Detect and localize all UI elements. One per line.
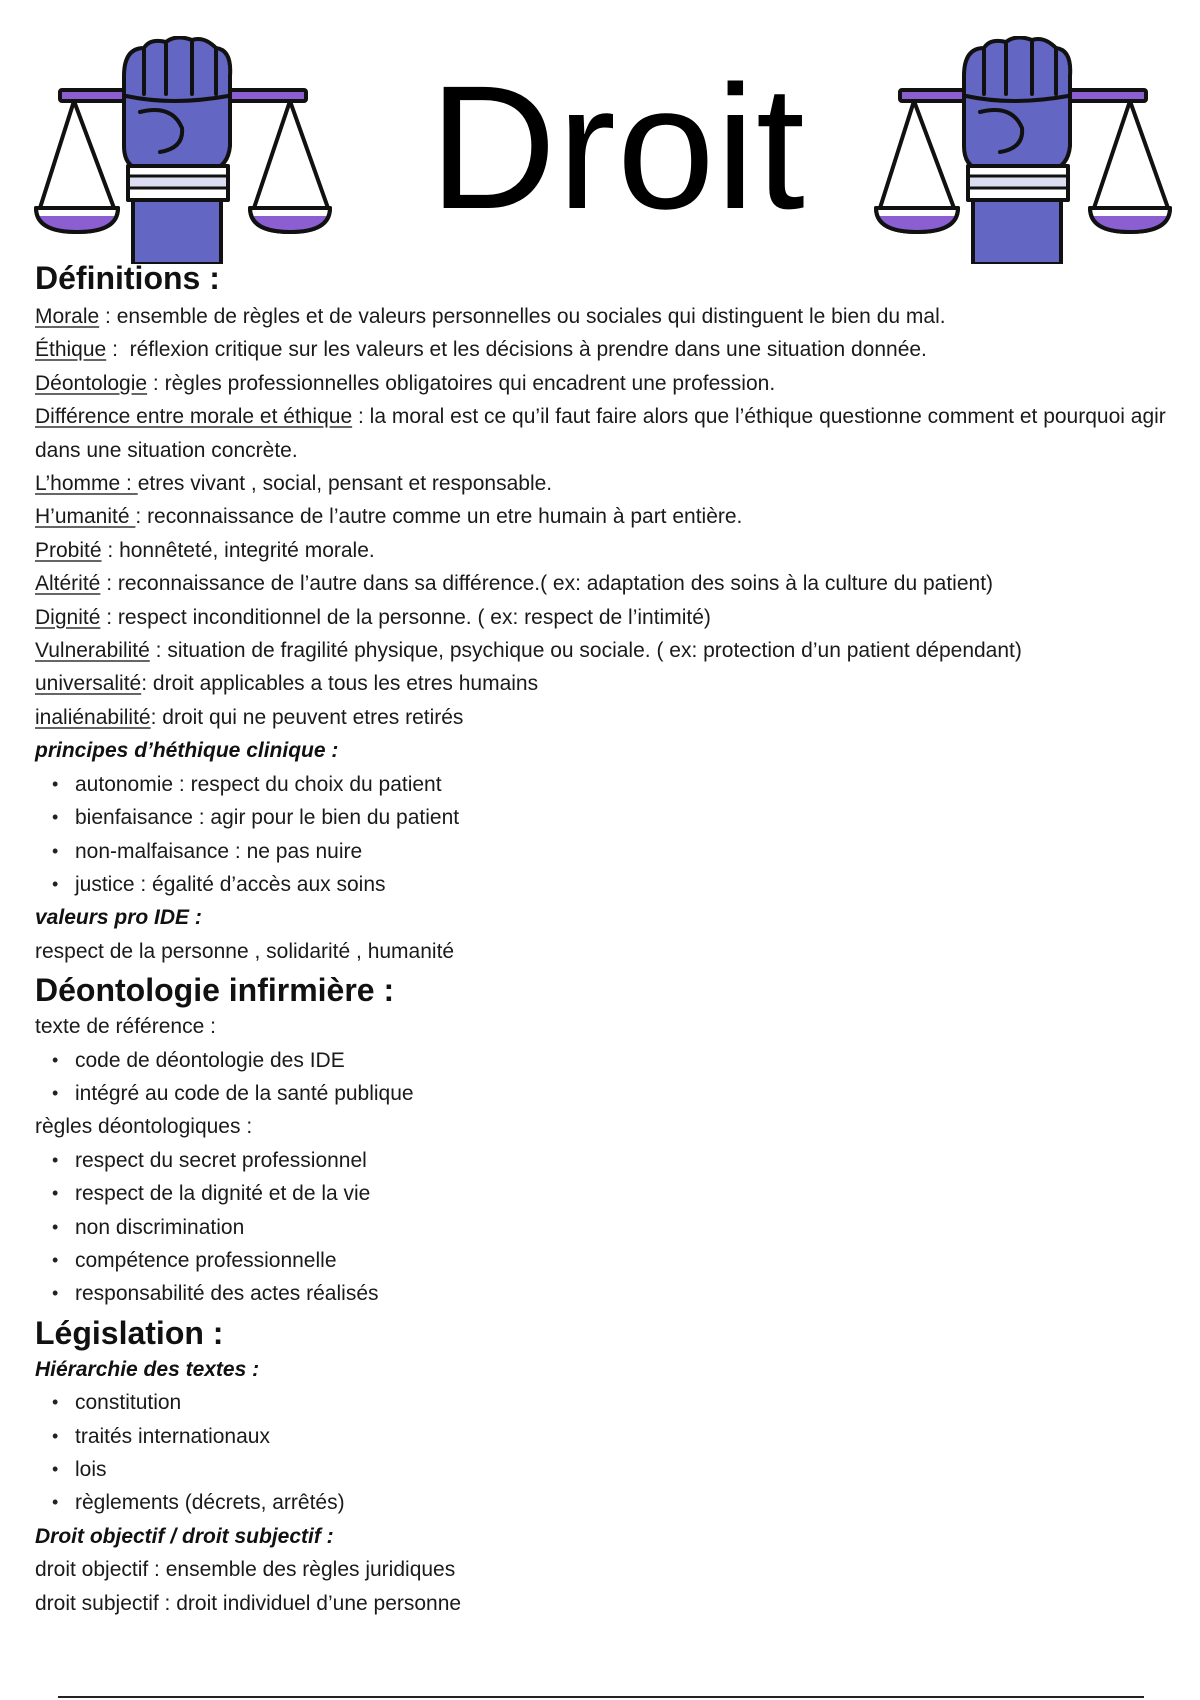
definition-term: Éthique xyxy=(35,338,107,362)
principles-heading: principes d’héthique clinique : xyxy=(35,739,339,763)
definitions-heading: Définitions : xyxy=(35,260,220,296)
principle-item: • non-malfaisance : ne pas nuire xyxy=(35,835,1175,868)
hierarchy-item: • traités internationaux xyxy=(35,1420,1175,1453)
definitions-list xyxy=(35,300,1175,734)
definition-separator: : xyxy=(101,538,120,562)
definition-text: droit qui ne peuvent etres retirés xyxy=(162,705,464,729)
definition-term: Déontologie xyxy=(35,371,148,395)
droit-subjectif: droit subjectif : droit individuel d’une personne xyxy=(35,1591,462,1615)
definition-term: L’homme : xyxy=(35,472,138,496)
bottom-divider xyxy=(58,1696,1144,1698)
definition-text: règles professionnelles obligatoires qui encadrent une profession. xyxy=(164,371,776,395)
values-heading: valeurs pro IDE : xyxy=(35,906,202,930)
principle-item: • justice : égalité d’accès aux soins xyxy=(35,868,1175,901)
definition-term: inaliénabilité xyxy=(35,705,151,729)
rule-item: • compétence professionnelle xyxy=(35,1244,1175,1277)
definition-text: situation de fragilité physique, psychique ou sociale. ( ex: protection d’un patient dépendant) xyxy=(167,639,1022,663)
hierarchy-item: • règlements (décrets, arrêtés) xyxy=(35,1486,1175,1519)
definition-term: universalité xyxy=(35,672,142,696)
definition-separator: : xyxy=(141,672,153,696)
definition-text: droit applicables a tous les etres humains xyxy=(152,672,539,696)
rule-item: • respect du secret professionnel xyxy=(35,1144,1175,1177)
definition-text: respect inconditionnel de la personne. ( ex: respect de l’intimité) xyxy=(117,605,711,629)
hierarchy-list xyxy=(35,1386,1175,1520)
document-body xyxy=(35,256,1175,1620)
rule-item: • responsabilité des actes réalisés xyxy=(35,1277,1175,1310)
principles-list xyxy=(35,768,1175,902)
legislation-heading: Législation : xyxy=(35,1314,224,1351)
droit-objectif: droit objectif : ensemble des règles juridiques xyxy=(35,1558,456,1582)
hierarchy-heading: Hiérarchie des textes : xyxy=(35,1357,260,1381)
definition-item xyxy=(35,534,1175,567)
definition-separator: : xyxy=(106,338,130,362)
principle-item: • autonomie : respect du choix du patient xyxy=(35,768,1175,801)
definition-text: reconnaissance de l’autre dans sa différence.( ex: adaptation des soins à la culture du patient) xyxy=(117,572,994,596)
droit-heading: Droit objectif / droit subjectif : xyxy=(35,1524,334,1548)
principle-item: • bienfaisance : agir pour le bien du patient xyxy=(35,801,1175,834)
definition-separator: : xyxy=(100,605,118,629)
definition-term: Morale xyxy=(35,305,100,328)
rule-item: • respect de la dignité et de la vie xyxy=(35,1177,1175,1210)
definition-item xyxy=(35,667,1175,700)
reference-label: texte de référence : xyxy=(35,1015,216,1039)
definition-item xyxy=(35,701,1175,734)
reference-list xyxy=(35,1044,1175,1111)
definition-text: la moral est ce qu’il faut faire alors que l’éthique questionne comment et pourquoi agir dans une situation concrète. xyxy=(35,405,1166,462)
scales-fist-icon xyxy=(872,36,1172,264)
definition-text: ensemble de règles et de valeurs personnelles ou sociales qui distinguent le bien du mal. xyxy=(116,305,946,328)
definition-term: Dignité xyxy=(35,605,101,629)
definition-separator: : xyxy=(135,505,148,529)
reference-item: • code de déontologie des IDE xyxy=(35,1044,1175,1077)
definition-item xyxy=(35,300,1175,333)
definition-term: Probité xyxy=(35,538,102,562)
definition-item xyxy=(35,634,1175,667)
definition-term: H’umanité xyxy=(35,505,136,529)
definition-item xyxy=(35,400,1175,467)
page-header xyxy=(0,0,1200,265)
definition-separator: : xyxy=(352,405,370,429)
definition-item xyxy=(35,500,1175,533)
definition-separator: : xyxy=(147,371,165,395)
definition-separator: : xyxy=(150,705,163,729)
definition-separator: : xyxy=(149,639,168,663)
hierarchy-item: • constitution xyxy=(35,1386,1175,1419)
definition-text: honnêteté, integrité morale. xyxy=(119,538,375,562)
deontologie-heading: Déontologie infirmière : xyxy=(35,972,395,1009)
definition-term: Différence entre morale et éthique xyxy=(35,405,353,429)
rule-item: • non discrimination xyxy=(35,1211,1175,1244)
definition-term: Vulnerabilité xyxy=(35,639,150,663)
reference-item: • intégré au code de la santé publique xyxy=(35,1077,1175,1110)
definition-text: reconnaissance de l’autre comme un etre humain à part entière. xyxy=(147,505,743,529)
hierarchy-item: • lois xyxy=(35,1453,1175,1486)
definition-text: réflexion critique sur les valeurs et les décisions à prendre dans une situation donnée. xyxy=(129,338,927,362)
rules-list xyxy=(35,1144,1175,1311)
definition-term: Altérité xyxy=(35,572,101,596)
definition-item xyxy=(35,333,1175,366)
definition-item xyxy=(35,367,1175,400)
definition-separator: : xyxy=(100,572,118,596)
definition-item xyxy=(35,467,1175,500)
values-text: respect de la personne , solidarité , humanité xyxy=(35,939,455,963)
definition-item xyxy=(35,601,1175,634)
rules-label: règles déontologiques : xyxy=(35,1115,253,1139)
definition-text: etres vivant , social, pensant et responsable. xyxy=(137,472,553,496)
page-title: Droit xyxy=(429,50,806,246)
definition-item xyxy=(35,567,1175,600)
definition-separator: : xyxy=(99,305,117,328)
